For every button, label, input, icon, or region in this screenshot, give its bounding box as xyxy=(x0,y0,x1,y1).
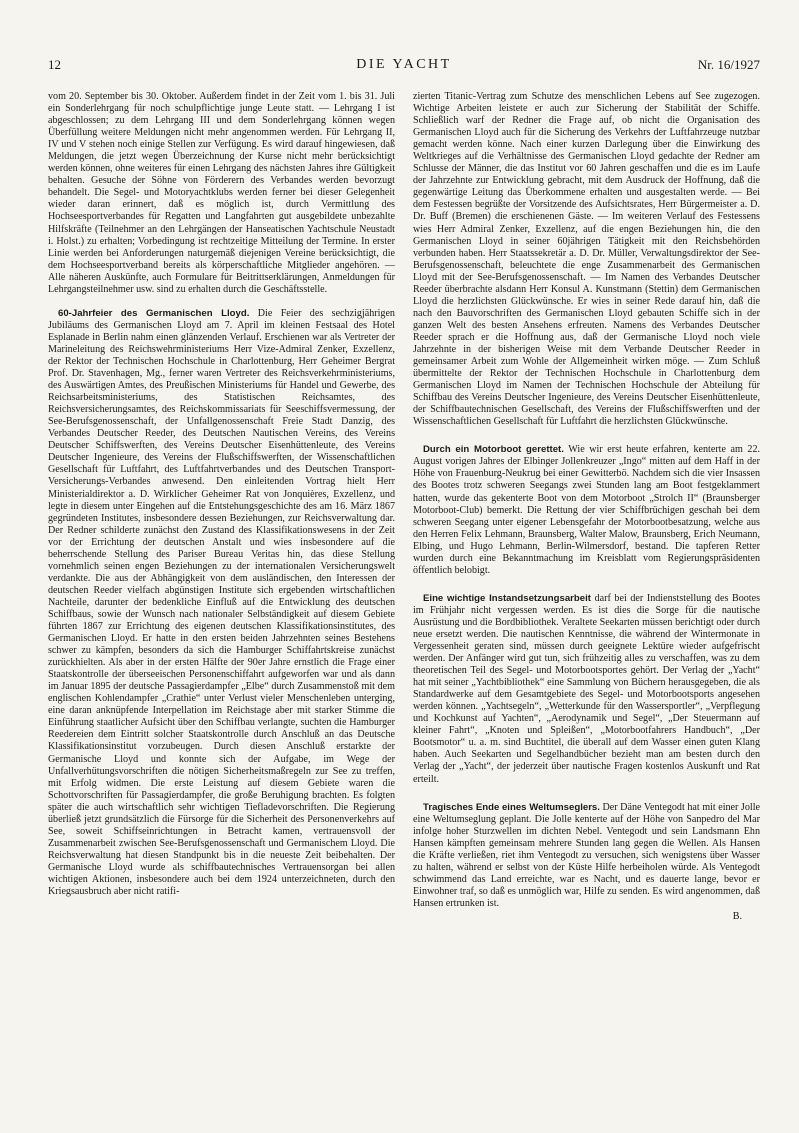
article-circumnavigator xyxy=(413,802,760,910)
article-heading: Durch ein Motorboot gerettet. xyxy=(423,444,564,456)
magazine-title: DIE YACHT xyxy=(356,57,452,72)
article-paragraph xyxy=(48,91,395,296)
article-heading: Tragisches Ende eines Weltumseglers. xyxy=(423,801,600,813)
article-heading: Eine wichtige Instandsetzungsarbeit xyxy=(423,592,591,604)
paragraph-text: vom 20. September bis 30. Oktober. Außerdem findet in der Zeit vom 1. bis 31. Juli ein Sonderlehrgang für noch schulpflichtige junge Leute statt. — Lehrgang I ist abgeschlossen; zu dem Lehrgang III und dem Sonderlehrgang können wegen Überfüllung weitere Meldungen nicht mehr angenommen werden. Für Lehrgang II, IV und V stehen noch einige Stellen zur Verfügung. Es wird darauf hingewiesen, daß Meldungen, die jetzt wegen Überzeichnung der Kurse nicht mehr berücksichtigt werden können, ohne weiteres für einen Lehrgang des nächsten Jahres ihre Gültigkeit behalten. Gesuche der Söhne von Förderern des Verbandes werden bevorzugt behandelt. Die Segel- und Motoryachtklubs werden ferner bei dieser Gelegenheit wieder daran erinnert, daß es möglich ist, durch Vermittlung des Hochseesportverbandes für Regatten und Langfahrten gut ausgebildete unbezahlte Hilfskräfte (Teilnehmer an den Lehrgängen der Hanseatischen Yachtschule Neustadt i. Holst.) zu erhalten; Vorbedingung ist rechtzeitige Mitteilung der Termine. In erster Linie werden bei Anforderungen naturgemäß diejenigen Vereine berücksichtigt, die dem Hochseesportverband bereits als körperschaftliche Mitglieder angehören. — Alle näheren Auskünfte, auch Formulare für Beitrittserklärungen, Anmeldungen für Lehrgangsteilnehmer usw. sind zu erhalten durch die Geschäftsstelle. xyxy=(48,91,395,295)
issue-number: Nr. 16/1927 xyxy=(697,57,760,72)
article-body: darf bei der Indienststellung des Bootes im Frühjahr nicht vergessen werden. Es ist dies die Sorge für die nautische Ausrüstung und die Bordbibliothek. Veraltete Seekarten müssen berichtigt oder durch neue ersetzt werden. Die nautischen Kenntnisse, die während der Wintermonate in Vergessenheit geraten sind, müssen durch geeignete Lektüre wieder aufgefrischt werden. Der Anfänger wird gut tun, sich frühzeitig alles zu verschaffen, was zu dem theoretischen Teil des Segel- und Motorbootsportes gehört. Der Verlag der „Yacht“ hat mit seiner „Yachtbibliothek“ eine Sammlung von Büchern herausgegeben, die als Standardwerke auf dem Gesamtgebiete des Segel- und Motorbootsports angesehen werden können. „Yachtsegeln“, „Wetterkunde für den Wassersportler“, „Verpflegung und Kochkunst auf Yachten“, „Aerodynamik und Segel“, „Der Steuermann auf kleiner Fahrt“, „Knoten und Spleißen“, „Motorbootfahrers Handbuch“, „Der Bootsmotor“ u. a. m. sind Buchtitel, die überall auf dem Wasser einen guten Klang haben. Auch Seekarten und Segelhandbücher bezieht man am besten durch den Verlag der „Yacht“, der jederzeit über nautische Fragen kostenlos Auskunft und Rat erteilt. xyxy=(413,592,761,785)
article-body: Der Däne Ventegodt hat mit einer Jolle eine Weltumseglung geplant. Die Jolle kenterte auf der Höhe von Sanpedro del Mar infolge hoher Sturzwellen im dichten Nebel. Ventegodt und sein Landsmann Ehn Hansen kämpften gemeinsam mehrere Stunden lang gegen die Wellen. Als Hansen die Kräfte verließen, riet ihm Ventegodt zu versuchen, sich wenigstens über Wasser zu halten, während er selbst von der Küste Hilfe herbeiholen würde. Als Ventegodt schwimmend das Land erreichte, war es Nacht, und es dauerte lange, bevor er Einwohner traf, so daß es unmöglich war, Hilfe zu senden. Es wird angenommen, daß Hansen ertrunken ist. xyxy=(413,801,760,909)
author-signature: B. xyxy=(732,911,742,922)
article-body: Die Feier des sechzigjährigen Jubiläums des Germanischen Lloyd am 7. April im kleinen Festsaal des Hotel Esplanade in Berlin nahm einen glänzenden Verlauf. Erschienen war als Vertreter der Marineleitung des Reichswehrministeriums Herr Vize-Admiral Zenker, Exzellenz, der Rektor der Technischen Hochschule in Charlottenburg, Herr Geheimer Bergrat Prof. Dr. Stavenhagen, Mg., ferner waren Vertreter des Reichsverkehrministeriums, des Auswärtigen Amtes, des Preußischen Ministeriums für Handel und Gewerbe, des Reichsarbeitsministeriums, des Statistischen Reichsamtes, des Reichsversicherungsamtes, des Reichskommissariats für Seeschiffsvermessung, der See-Berufsgenossenschaft, der Unfallgenossenschaft Freie Stadt Danzig, des Verbandes Deutscher Reeder, des Deutschen Nautischen Vereins, des Vereins Deutscher Schiffswerften, des Vereins Deutscher Eisenhüttenleute, des Vereins Deutscher Ingenieure, des Vereins der Flußschiffswerften, der Wissenschaftlichen Gesellschaft für Luftfahrt, des Luftfahrtverbandes und des Deutschen Transport-Versicherungs-Verbandes anwesend. Den einleitenden Vortrag hielt Herr Ministerialdirektor a. D. Wirklicher Geheimer Rat von Jonquières, Exzellenz, und legte in diesem unter Eingehen auf die Entstehungsgeschichte des am 16. März 1867 gegründeten Institutes, insbesondere dessen Beziehungen, zur Reichsverwaltung dar. Der Redner schilderte zunächst den Zustand des Klassifikationswesens in der Zeit vor der Errichtung der deutschen Anstalt und wies insbesondere auf die beherrschende Stellung des Pariser Bureau Veritas hin, das diese Stellung vornehmlich seinen engen Beziehungen zu der internationalen Versicherungswelt verdankte. Die aus der Abhängigkeit von dem ausländischen, den Interessen der deutschen Reeder vielfach abgünstigen Institute sich ergebenden wirtschaftlichen Nachteile, darunter der bedenkliche Einfluß auf die Entwicklung des deutschen Schiffbaus, sowie der Wunsch nach nationaler Selbständigkeit auf diesem Gebiete führten 1867 zur Errichtung des eigenen deutschen Klassifikationsinstitutes, des Germanischen Lloyd. Er hatte in den ersten beiden Jahrzehnten seines Bestehens schwer zu kämpfen, besonders da sich die Hamburger Schiffahrtskreise zunächst zurückhielten. Als aber in der ersten Hälfte der 90er Jahre ernstlich die Frage einer Staatskontrolle der überseeischen Personenschiffahrt aufgeworfen war und als dann im Januar 1895 der deutsche Passagierdampfer „Elbe“ durch Zusammenstoß mit dem englischen Kohlendampfer „Crathie“ unter Verlust vieler Menschenleben unterging, eine daran anknüpfende Interpellation im Reichstage aber mit starker Stimme die Einführung staatlicher Aufsicht über den Schiffbau verlangte, suchten die Hamburger Reedereien dem Eintritt solcher Staatskontrolle durch Anschluß an das Deutsche Klassifikationsinstitut vorzubeugen. Durch diesen Anschluß erstarkte der Germanische Lloyd und konnte sich der Aufgabe, im Wege der Unfallverhütungsvorschriften die nötigen Sicherheitsmaßregeln zur See zu treffen, mit Erfolg widmen. Die erste Leistung auf diesem Gebiete waren die Schottvorschriften für Passagierdampfer, die große Beruhigung brachten. Es folgten später die auch wirtschaftlich sehr wichtigen Tiefladevorschriften. Die Regierung überließ jetzt grundsätzlich die Fürsorge für die Sicherheit des Personenverkehrs auf See, soweit Schiffseinrichtungen in Betracht kamen, vertrauensvoll der Zusammenarbeit zwischen See-Berufsgenossenschaft und Germanischem Lloyd. Die Reichsverwaltung hat diesen Standpunkt bis in die neueste Zeit beibehalten. Der Germanische Lloyd wurde als schiffbautechnisches Vertrauensorgan bei allen wichtigen Aktionen, insbesondere auch bei dem 1924 unterzeichneten, durch den Kriegsausbruch aber nicht ratifi- xyxy=(48,307,395,898)
article-body: Wie wir erst heute erfahren, kenterte am 22. August vorigen Jahres der Elbinger Jollenkreuzer „Ingo“ mitten auf dem Haff in der Höhe von Frauenburg-Neukrug bei einer Gewitterbö. Nachdem sich die vier Insassen des Bootes trotz schweren Seegangs zwei Stunden lang am Boot festgeklammert hatten, wurde das gekenterte Boot von dem Motorboot „Strolch II“ (Braunsberger Motorboot-Club) bemerkt. Die Rettung der vier Schiffbrüchigen geschah bei dem schweren Seegang unter eigener Lebensgefahr der Motorbootbesatzung, welche aus den Herren Felix Lehmann, Braunsberg, Walter Malow, Braunsberg, Erich Neumann, Elbing, und Hugo Lehmann, Berlin-Wilmersdorf, bestand. Die tapferen Retter wurden durch eine Bekanntmachung im Kreisblatt vom Regierungspräsidenten öffentlich belobigt. xyxy=(413,444,761,576)
article-maintenance xyxy=(413,593,760,786)
article-motorboat-rescue xyxy=(413,444,760,577)
right-column xyxy=(413,91,760,923)
article-heading: 60-Jahrfeier des Germanischen Lloyd. xyxy=(58,307,250,319)
left-column xyxy=(48,91,395,898)
page-header xyxy=(48,57,760,77)
page-number: 12 xyxy=(48,57,61,72)
article-lloyd-anniversary xyxy=(48,308,395,898)
article-paragraph xyxy=(413,91,760,428)
paragraph-text: zierten Titanic-Vertrag zum Schutze des menschlichen Lebens auf See zugezogen. Wichtige Arbeiten leistete er auch zur Sicherung der Stabilität der Schiffe. Schließlich warf der Redner die Frage auf, ob nicht die Organisation des Germanischen Lloyd auch für die Sicherung des Verkehrs der Luftfahrzeuge nutzbar gemacht werden könne. Nach einer kurzen Darlegung über die Einwirkung des Weltkrieges auf die Verhältnisse des Germanischen Lloyd gedachte der Redner am Schlusse der Männer, die das Institut vor 60 Jahren geschaffen und die es im Laufe der Jahrzehnte zur Entwicklung gebracht, mit dem Ausdruck der Hoffnung, daß die gegenwärtige Leitung das Überkommene erhalten und ausgestalten werde. — Bei dem Festessen begrüßte der Vorsitzende des Aufsichtsrates, Herr Bürgermeister a. D. Dr. Buff (Bremen) die erschienenen Gäste. — Im weiteren Verlauf des Festessens wies Herr Admiral Zenker, Exzellenz, auf die engen Beziehungen hin, die den Germanischen Lloyd in seiner 60jährigen Tätigkeit mit den Reichsbehörden verbunden haben. Herr Staatssekretär a. D. Dr. Müller, Verwaltungsdirektor der See-Berufsgenossenschaft, beleuchtete die enge Zusammenarbeit des Germanischen Lloyd mit der See-Berufsgenossenschaft. — Im Namen des Verbandes Deutscher Reeder überbrachte alsdann Herr Konsul A. Kunstmann (Stettin) dem Germanischen Lloyd die herzlichsten Glückwünsche. Er wies in seiner Rede darauf hin, daß die nach den Bauvorschriften des Germanischen Lloyd gebauten Schiffe sich in der ganzen Welt des besten Ansehens erfreuten. Namens des Verbandes Deutscher Reeder sprach er die Hoffnung aus, daß der Germanische Lloyd noch viele Jahrzehnte in der bisherigen Weise mit dem Verbande Deutscher Reeder in gemeinsamer Arbeit zum Wohle der Allgemeinheit wirken möge. — Zum Schluß übermittelte der Rektor der Technischen Hochschule in Charlottenburg dem Germanischen Lloyd im Namen der Technischen Hochschule der Abteilung für Schiffbau des Vereins Deutscher Ingenieure, des Vereins Deutscher Eisenhüttenleute, der Schiffbautechnischen Gesellschaft, des Vereins der Flußschiffswerften und der Wissenschaftlichen Gesellschaft für Luftfahrt die herzlichsten Glückwünsche. xyxy=(413,91,760,428)
